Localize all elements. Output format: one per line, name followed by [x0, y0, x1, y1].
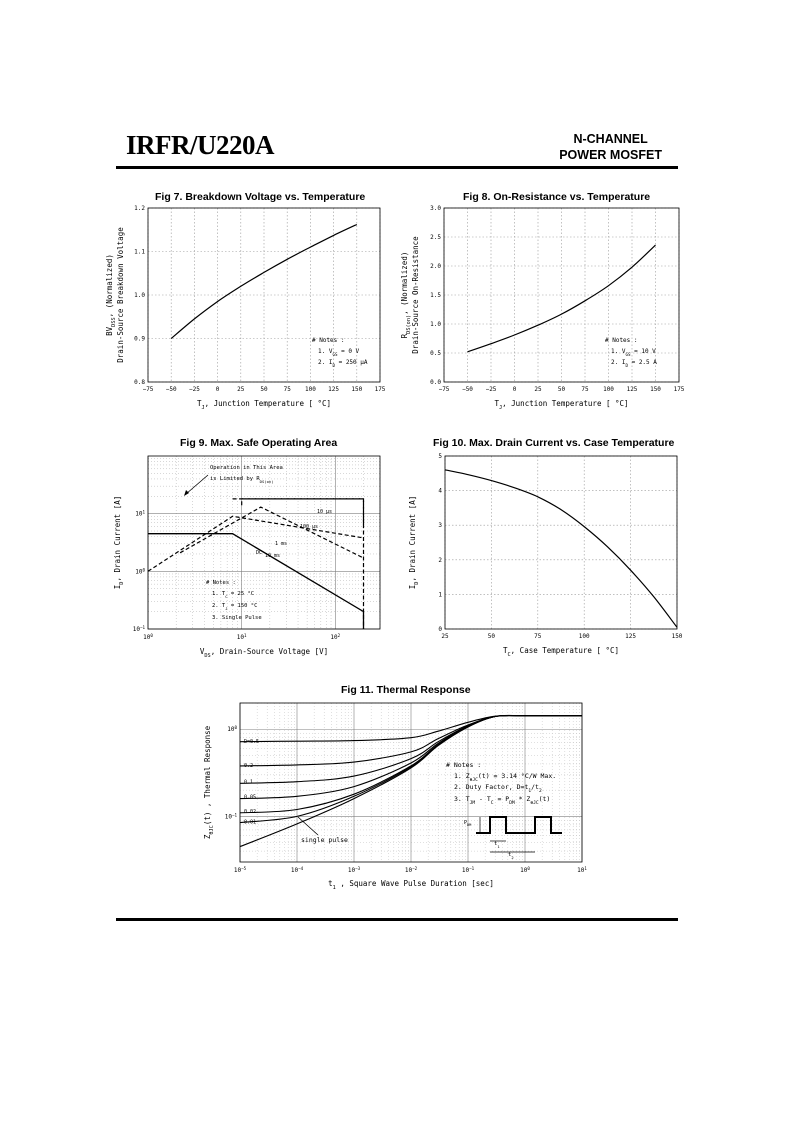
x-tick-label: 125: [328, 386, 340, 393]
x-tick-label: 75: [581, 386, 589, 393]
y-axis-label: $I_D$, Drain Current [A]: [408, 495, 420, 590]
x-tick-label: $10^0$: [143, 632, 153, 641]
x-tick-label: 125: [626, 386, 638, 393]
x-tick-label: 150: [671, 633, 683, 640]
x-tick-label: 175: [673, 386, 685, 393]
fig10-title: Fig 10. Max. Drain Current vs. Case Temperature: [433, 437, 675, 449]
note-line: 2. $I_D = 250$ μA: [318, 359, 368, 368]
y-tick-label: 2.0: [430, 263, 441, 270]
y-tick-label: 1.1: [134, 248, 145, 256]
x-tick-label: 25: [237, 386, 245, 393]
soa-label-10us: 10 μs: [317, 509, 333, 515]
y-tick-label: $10^{-1}$: [224, 811, 237, 821]
fig9-title: Fig 9. Max. Safe Operating Area: [180, 437, 338, 449]
x-tick-label: 150: [650, 386, 661, 393]
y-tick-label: 5: [438, 453, 442, 460]
y-tick-label: $10^{-1}$: [132, 624, 145, 633]
subtitle-line-1: N-CHANNEL: [573, 132, 648, 146]
annotation-arrow-head: [184, 490, 189, 496]
x-axis-label: $T_C$, Case Temperature [ °C]: [502, 646, 620, 658]
t2-label: $t_2$: [508, 852, 514, 860]
footer-rule: [116, 918, 678, 921]
x-tick-label: 150: [351, 386, 363, 393]
x-tick-label: $10^1$: [236, 632, 247, 641]
note-line: 2. Duty Factor, $D=t_1/t_2$: [454, 783, 542, 794]
fig10-chart: [395, 448, 695, 663]
duty-label: 0.02: [244, 809, 257, 816]
y-axis-label: $BV_{DSS}$, (Normalized): [105, 254, 117, 336]
y-tick-label: $10^0$: [135, 566, 145, 576]
y-axis-label-line2: Drain-Source Breakdown Voltage: [116, 227, 125, 363]
y-tick-label: 0.8: [134, 379, 145, 386]
duty-label: 0.05: [244, 794, 257, 801]
x-tick-label: 75: [283, 386, 291, 393]
x-tick-label: 0: [512, 386, 517, 393]
x-tick-label: −75: [438, 386, 450, 393]
x-axis-label: $T_J$, Junction Temperature [ °C]: [494, 399, 629, 411]
t1-label: $t_1$: [494, 841, 500, 849]
x-tick-label: 100: [304, 386, 316, 393]
note-line: 2. $T_J = 150$ °C: [212, 603, 258, 611]
soa-label-dc: DC: [256, 550, 263, 556]
fig9-chart: [100, 448, 400, 663]
y-tick-label: 0: [438, 626, 442, 633]
x-tick-label: $10^{-3}$: [347, 865, 361, 874]
duty-label: 0.01: [244, 819, 257, 826]
y-tick-label: 0.9: [134, 335, 145, 343]
y-axis-label: $I_D$, Drain Current [A]: [113, 495, 125, 590]
y-axis-label-line2: Drain-Source On-Resistance: [411, 236, 420, 354]
x-tick-label: $10^0$: [520, 865, 530, 874]
note-line: 3. Single Pulse: [212, 615, 262, 621]
plot-frame: [445, 456, 677, 629]
x-tick-label: −25: [485, 386, 497, 393]
x-tick-label: 25: [441, 633, 449, 640]
y-tick-label: 1: [438, 591, 442, 599]
x-tick-label: −50: [462, 386, 473, 393]
x-tick-label: 50: [487, 633, 496, 640]
device-type-subtitle: [559, 131, 662, 163]
notes-heading: # Notes :: [312, 337, 345, 344]
y-tick-label: 1.5: [430, 292, 441, 299]
duty-label: 0.2: [244, 762, 254, 769]
x-tick-label: 50: [260, 386, 268, 393]
soa-label-100us: 100 μs: [300, 524, 319, 530]
y-tick-label: 2.5: [430, 234, 441, 241]
subtitle-line-2: POWER MOSFET: [559, 148, 662, 162]
notes-heading: # Notes :: [206, 580, 236, 586]
x-tick-label: 25: [534, 386, 542, 393]
x-axis-label: $T_J$, Junction Temperature [ °C]: [196, 399, 332, 411]
header-rule: [116, 166, 678, 169]
x-tick-label: −50: [165, 386, 177, 393]
duty-label: D=0.5: [244, 739, 260, 746]
fig8-chart: [395, 200, 695, 415]
x-tick-label: $10^1$: [577, 865, 587, 874]
x-axis-label: $V_{DS}$, Drain-Source Voltage [V]: [199, 647, 329, 659]
fig11-chart: [190, 695, 610, 905]
x-tick-label: 100: [603, 386, 614, 393]
duty-label: 0.1: [244, 779, 254, 786]
x-tick-label: −25: [188, 386, 200, 393]
x-axis-label: $t_1$ , Square Wave Pulse Duration [sec]: [328, 879, 494, 891]
y-tick-label: 0.5: [430, 350, 441, 357]
note-line: 3. $T_{JM} - T_C = P_{DM} * Z_{\theta JC}(t)$: [454, 795, 551, 806]
pdm-label: $P_{DM}$: [464, 820, 472, 827]
note-line: 1. $V_{GS} = 0$ V: [318, 348, 360, 357]
single-pulse-label: single pulse: [301, 836, 348, 844]
x-tick-label: $10^{-1}$: [461, 865, 475, 874]
y-tick-label: 1.0: [430, 321, 441, 328]
notes-heading: # Notes :: [605, 337, 638, 344]
x-tick-label: 50: [557, 386, 566, 393]
x-tick-label: $10^{-5}$: [233, 865, 247, 874]
y-tick-label: 2: [438, 556, 442, 564]
fig11-title: Fig 11. Thermal Response: [341, 684, 471, 696]
data-line: [445, 470, 677, 628]
x-tick-label: 0: [215, 386, 220, 393]
annotation-arrow: [186, 475, 208, 494]
x-tick-label: 125: [625, 633, 637, 640]
x-tick-label: $10^{-2}$: [404, 865, 418, 874]
y-tick-label: 1.0: [134, 292, 145, 299]
note-line: 1. $V_{GS} = 10$ V: [611, 348, 656, 357]
fig7-title: Fig 7. Breakdown Voltage vs. Temperature: [155, 191, 366, 203]
soa-label-1ms: 1 ms: [275, 541, 288, 547]
fig7-chart: [100, 200, 400, 415]
part-number-title: IRFR/U220A: [126, 130, 274, 160]
soa-line: [180, 507, 363, 558]
y-tick-label: 4: [438, 487, 442, 495]
y-axis-label: $R_{DS(on)}$, (Normalized): [400, 251, 412, 339]
x-tick-label: 175: [374, 386, 386, 393]
y-tick-label: $10^1$: [135, 509, 145, 518]
note-line: 1. $T_C = 25$ °C: [212, 591, 255, 599]
x-tick-label: 75: [534, 633, 542, 640]
x-tick-label: 100: [578, 633, 590, 640]
y-tick-label: 0.0: [430, 379, 441, 386]
y-tick-label: 3.0: [430, 205, 441, 212]
y-tick-label: 3: [438, 522, 442, 530]
rdson-annotation: Operation in This Area: [210, 465, 283, 471]
soa-label-10ms: 10 ms: [265, 553, 281, 559]
y-tick-label: $10^0$: [227, 724, 237, 734]
x-tick-label: −75: [142, 386, 154, 393]
y-tick-label: 1.2: [134, 205, 145, 212]
fig8-title: Fig 8. On-Resistance vs. Temperature: [463, 191, 651, 203]
x-tick-label: $10^{-4}$: [290, 865, 304, 874]
note-line: 2. $I_D = 2.5$ A: [611, 359, 657, 368]
note-line: 1. $Z_{\theta JC}(t) = 3.14$ °C/W Max.: [454, 772, 557, 783]
y-axis-label: $Z_{\theta JC}(t)$ , Thermal Response: [203, 725, 215, 840]
rdson-annotation-line2: is Limited by $R_{DS(on)}$: [210, 476, 274, 484]
x-tick-label: $10^2$: [330, 632, 341, 641]
notes-heading: # Notes :: [446, 761, 482, 769]
